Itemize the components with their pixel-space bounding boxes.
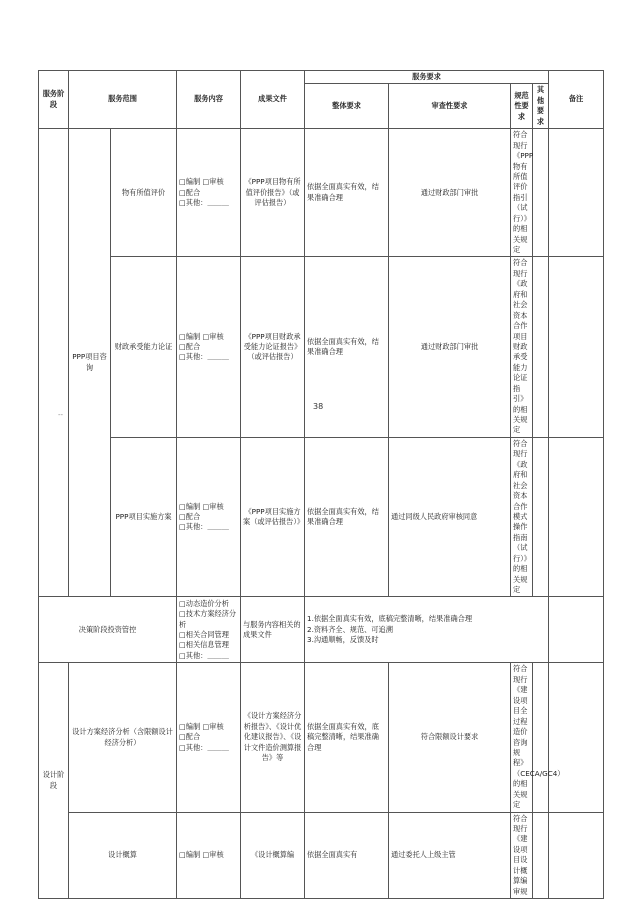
review-budget: 通过委托人上级主管 — [389, 812, 511, 899]
scope-plan: PPP项目实施方案 — [111, 437, 177, 597]
stage-design: 设计阶段 — [39, 663, 69, 899]
deliverable-vfm: 《PPP项目物有所值评价报告》（或评估报告） — [241, 129, 305, 257]
remark-fiscal — [549, 257, 604, 437]
normative-econ: 符合现行《建设项目全过程造价咨询规程》（CECA/GC4）的相关规定 — [511, 663, 533, 812]
page-number: 38 — [313, 402, 324, 411]
ppp-stage-label: PPP项目咨询 — [69, 129, 111, 597]
remark-decision — [549, 597, 604, 663]
other-budget — [533, 812, 549, 899]
table-row — [39, 129, 604, 257]
content-checkboxes: □编制 □审核 □配合 □其他：＿＿＿ — [177, 129, 241, 257]
scope-fiscal: 财政承受能力论证 — [111, 257, 177, 437]
content-checkboxes: □编制 □审核 □配合 □其他：＿＿＿ — [177, 663, 241, 812]
deliverable-budget: 《设计概算编 — [241, 812, 305, 899]
overall-budget: 依据全面真实有 — [305, 812, 389, 899]
deliverable-plan: 《PPP项目实施方案（或评估报告）》 — [241, 437, 305, 597]
normative-plan: 符合现行《政府和社会资本合作模式操作指南（试行）》的相关规定 — [511, 437, 533, 597]
other-vfm — [533, 129, 549, 257]
deliverable-fiscal: 《PPP项目财政承受能力论证报告》（或评估报告） — [241, 257, 305, 437]
review-fiscal: 通过财政部门审批 — [389, 257, 511, 437]
remark-budget — [549, 812, 604, 899]
header-stage: 服务阶段 — [39, 71, 69, 129]
deliverable-econ: 《设计方案经济分析报告》、《设计优化建议报告》、《设计文件造价测算报告》等 — [241, 663, 305, 812]
normative-budget: 符合现行《建设项目设计概算编审规 — [511, 812, 533, 899]
remark-plan — [549, 437, 604, 597]
header-other: 其他要求 — [533, 84, 549, 129]
table-row — [39, 663, 604, 812]
overall-plan: 依据全面真实有效，结果准确合理 — [305, 437, 389, 597]
overall-econ: 依据全面真实有效，底稿完整清晰，结果准确合理 — [305, 663, 389, 812]
review-plan: 通过同级人民政府审核同意 — [389, 437, 511, 597]
other-plan — [533, 437, 549, 597]
deliverable-decision: 与服务内容相关的成果文件 — [241, 597, 305, 663]
other-econ — [533, 663, 549, 812]
normative-fiscal: 符合现行《政府和社会资本合作项目财政承受能力论证指引》的相关规定 — [511, 257, 533, 437]
requirements-decision: 1.依据全面真实有效，底稿完整清晰，结果准确合理 2.资料齐全、规范、可追溯 3.沟通顺畅，反馈及时 — [305, 597, 549, 663]
other-fiscal — [533, 257, 549, 437]
overall-vfm: 依据全面真实有效，结果准确合理 — [305, 129, 389, 257]
content-decision: □动态造价分析 □技术方案经济分析 □相关合同管理 □相关信息管理 □其他：＿＿＿ — [177, 597, 241, 663]
content-checkboxes: □编制 □审核 □配合 □其他：＿＿＿ — [177, 437, 241, 597]
table-row — [39, 437, 604, 597]
content-checkboxes: □编制 □审核 □配合 □其他：＿＿＿ — [177, 257, 241, 437]
footer-mark: -- — [58, 411, 64, 419]
remark-econ — [549, 663, 604, 812]
header-review: 审查性要求 — [389, 84, 511, 129]
scope-budget: 设计概算 — [69, 812, 177, 899]
header-scope: 服务范围 — [69, 71, 177, 129]
normative-vfm: 符合现行《PPP物有所值评价指引（试行）》的相关规定 — [511, 129, 533, 257]
header-normative: 规范性要求 — [511, 84, 533, 129]
service-requirements-table — [38, 70, 604, 899]
review-vfm: 通过财政部门审批 — [389, 129, 511, 257]
content-checkboxes: □编制 □审核 — [177, 812, 241, 899]
header-deliverable: 成果文件 — [241, 71, 305, 129]
header-remark: 备注 — [549, 71, 604, 129]
review-econ: 符合限额设计要求 — [389, 663, 511, 812]
scope-econ: 设计方案经济分析（含限额设计经济分析） — [69, 663, 177, 812]
overall-fiscal: 依据全面真实有效，结果准确合理 — [305, 257, 389, 437]
table-row — [39, 597, 604, 663]
remark-vfm — [549, 129, 604, 257]
stage-ppp — [39, 129, 69, 597]
scope-decision: 决策阶段投资管控 — [39, 597, 177, 663]
header-requirements: 服务要求 — [305, 71, 549, 84]
header-content: 服务内容 — [177, 71, 241, 129]
table-row — [39, 812, 604, 899]
scope-vfm: 物有所值评价 — [111, 129, 177, 257]
header-overall: 整体要求 — [305, 84, 389, 129]
